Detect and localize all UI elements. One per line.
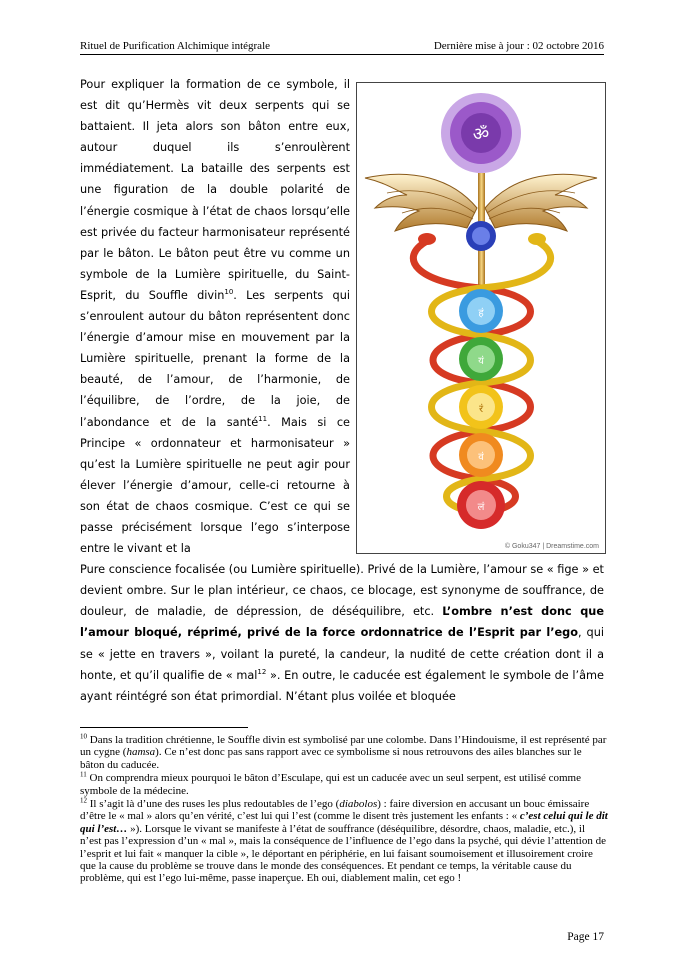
footnote-ref-10[interactable]: 10 <box>224 288 234 297</box>
text-span: Il s’agit là d’une des ruses les plus redoutables de l’ego ( <box>87 798 340 811</box>
text-span: Pure conscience focalisée (ou Lumière spirituelle). Privé de la Lumière, l’amour se « fige » et devient ombre. Sur le plan intérieur, ce chaos, ce blocage, est synonyme de souffrance, de douleur, de maladie, de dépression, de déséquilibre, etc. <box>80 563 604 619</box>
page-number: Page 17 <box>567 931 604 943</box>
footnote-separator <box>80 727 248 728</box>
text-span: Dans la tradition chrétienne, le Souffle divin est symbolisé par une colombe. Dans l’Hindouisme, il est représenté par un cygne ( <box>80 734 607 759</box>
header-title: Rituel de Purification Alchimique intégrale <box>80 40 271 52</box>
text-span: ) : faire diversion en accusant un bouc émissaire d’être le « mal » alors qu’en vérité, c’est lui qui l’est (comme le disent très justement les enfants : « <box>80 798 590 823</box>
bold-italic-quote: c’est celui qui le dit qui l’est… <box>80 810 608 835</box>
footnote-number: 12 <box>80 796 87 805</box>
text-span: , qui se « jette en travers », voilant la pureté, la candeur, la nudité de cette création dont il a honte, et qu’il qualifie de « mal <box>80 626 604 682</box>
header-date: Dernière mise à jour : 02 octobre 2016 <box>433 40 604 52</box>
footnote-number: 10 <box>80 732 87 741</box>
throat-symbol: हं <box>478 308 484 319</box>
footnotes <box>80 734 608 886</box>
heart-symbol: यं <box>478 356 484 367</box>
text-span: . Mais si ce Principe « ordonnateur et harmonisateur » qu’est la Lumière spirituelle ne peut agir pour élever l’énergie d’amour, celle-ci retourne à son état de chaos cosmique. C’est ce qui se passe précisément lorsque l’ego s’interpose entre le vivant et la <box>80 415 350 556</box>
italic-term: hamsa <box>126 746 156 759</box>
footnote-number: 11 <box>80 770 87 779</box>
text-span: ». En outre, le caducée est également le symbole de l’âme ayant réintégré son état primordial. N’étant plus voilée et bloquée <box>80 668 604 703</box>
footnote-ref-12[interactable]: 12 <box>257 667 267 676</box>
paragraph-full-part <box>80 559 604 707</box>
footnote-10 <box>80 734 608 771</box>
solar-plexus-symbol: रं <box>478 404 484 415</box>
page-header <box>80 40 604 55</box>
crown-symbol: ॐ <box>472 124 490 145</box>
text-span: On comprendra mieux pourquoi le bâton d’Esculape, qui est un caducée avec un seul serpent, est utilisé comme symbole de la médecine. <box>80 772 581 797</box>
paragraph-column-part <box>80 74 350 559</box>
footnote-11 <box>80 772 608 797</box>
text-span: ). Ce n’est donc pas sans rapport avec ce symbolisme si nous retrouvons des ailes blanches sur le bâton du caducée. <box>80 746 582 771</box>
italic-term: diabolos <box>339 798 378 811</box>
text-span: . Les serpents qui s’enroulent autour du bâton représentent donc l’énergie d’amour mise en mouvement par la Lumière spirituelle, prenant la forme de la beauté, de l’amour, de l’harmonie, de l’équilibre, de l’ordre, de la joie, de l’abondance et de la santé <box>80 288 350 429</box>
image-credit: © Goku347 | Dreamstime.com <box>504 543 599 550</box>
bold-statement: L’ombre n’est donc que l’amour bloqué, réprimé, privé de la force ordonnatrice de l’Esprit par l’ego <box>80 605 604 640</box>
main-paragraph <box>80 74 604 707</box>
text-span: »). Lorsque le vivant se manifeste à l’état de souffrance (déséquilibre, désordre, chaos, maladie, etc.), il n’est pas l’expression d’un « mal », mais la conséquence de l’influence de l’ego dans la psyché, qui dévie l’attention de l’esprit et lui fait « manquer la cible », le déportant en périphérie, en lui faisant soumoisement et illusoirement croire que la cause du problème se trouve dans le monde des conséquences. Et pendant ce temps, la véritable cause du problème, qui est l’ego lui-même, passe inaperçue. Eh oui, diablement malin, cet ego ! <box>80 822 606 885</box>
footnote-12 <box>80 798 608 885</box>
text-span: Pour expliquer la formation de ce symbole, il est dit qu’Hermès vit deux serpents qui se battaient. Il jeta alors son bâton entre eux, autour duquel ils s’enroulèrent immédiatement. La bataille des serpents est une figuration de la double polarité de l’énergie cosmique à l’état de chaos lorsqu’elle est privée du facteur harmonisateur représenté par le bâton. Le bâton peut être vu comme un symbole de la Lumière spirituelle, du Saint-Esprit, du Souffle divin <box>80 78 350 302</box>
root-symbol: लं <box>477 502 485 513</box>
sacral-symbol: वं <box>478 452 484 463</box>
footnote-ref-11[interactable]: 11 <box>258 414 268 423</box>
